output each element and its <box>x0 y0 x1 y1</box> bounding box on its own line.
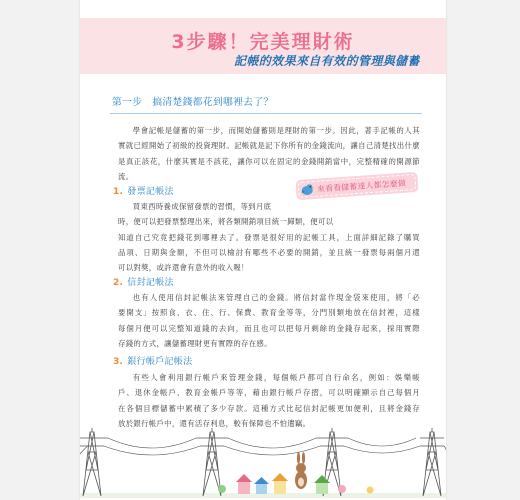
bunny <box>295 452 307 489</box>
houses <box>236 473 330 494</box>
house <box>272 473 288 494</box>
power-tower <box>80 428 108 496</box>
envelope-method-paragraph <box>118 290 420 351</box>
method-number: 3. <box>113 357 124 367</box>
little-figure <box>218 485 226 493</box>
bird-body <box>301 186 313 196</box>
house-wall <box>316 483 328 494</box>
text-line: 放於銀行帳戶中，還有活存利息，較有保障也不怕遺竊。 <box>118 418 311 428</box>
method-heading-envelope <box>113 277 313 289</box>
house-roof <box>272 473 288 481</box>
text-line: 每個月便可以完整知道錢的去向，而且也可以把每月剩餘的金錢存起來，採用實際 <box>118 323 420 333</box>
house-roof <box>236 474 252 482</box>
method-number: 1. <box>113 187 124 197</box>
power-tower <box>420 428 444 496</box>
bird-wing <box>302 190 305 193</box>
text-line: 實就已經開始了初級的投資理財。記帳就是記下你所有的金錢流向，讓自己清楚找出什麼 <box>118 141 420 151</box>
little-figure <box>338 485 346 493</box>
page-subtitle: 記帳的效果來自有效的管理與儲蓄 <box>233 54 420 68</box>
power-wire <box>348 438 416 446</box>
bunny-ear <box>297 452 300 464</box>
method-number: 2. <box>113 278 124 288</box>
bunny-head <box>296 463 306 473</box>
text-line: 知道自己究竟把錢花到哪裡去了。發票是很好用的記帳工具，上面詳細記錄了購買 <box>118 232 420 242</box>
power-line-town-illustration <box>80 426 446 498</box>
power-wire <box>228 438 316 448</box>
text-line: 戶、退休金帳戶、教育金帳戶等等，藉由銀行帳戶存摺，可以明確顯示自己每個月 <box>118 388 420 398</box>
power-wire <box>108 438 196 448</box>
power-wires <box>80 438 446 455</box>
power-wire <box>80 446 88 454</box>
text-line: 也有人使用信封記帳法來管理自己的金錢。將信封當作現金袋來使用，將「必 <box>132 293 420 302</box>
text-line: 流。 <box>118 171 134 181</box>
text-line: 可以對獎，或許還會有意外的收入喔！ <box>118 263 249 273</box>
house <box>314 475 330 494</box>
power-wire <box>344 446 420 453</box>
method-title: 信封記帳法 <box>127 278 174 288</box>
step-heading <box>112 96 422 110</box>
text-line: 學會記帳是儲蓄的第一步，而開始儲蓄則是理財的第一步。因此，著手記帳的人其 <box>132 126 420 135</box>
bird-eye <box>309 186 310 187</box>
method-heading-invoice <box>113 186 313 198</box>
house-roof <box>314 475 330 483</box>
text-line: 買東西時養成保留發票的習慣，等到月底 <box>132 202 272 211</box>
method-title: 發票記帳法 <box>127 187 174 197</box>
step-title: 搞清楚錢都花到哪裡去了？ <box>152 97 274 108</box>
text-line: 品項、日期與金額，不但可以檢討有哪些不必要的開銷，並且統一發票每兩個月還 <box>118 247 420 257</box>
house <box>236 474 252 494</box>
text-line: 是真正該花，什麼其實是不該花，讓你可以在固定的金錢開銷當中，完整精確的開源節 <box>118 156 420 166</box>
method-title: 銀行帳戶記帳法 <box>127 357 193 367</box>
invoice-method-paragraph <box>118 199 420 275</box>
bird-beak <box>312 187 314 189</box>
little-figure <box>367 487 374 494</box>
power-wire <box>444 446 446 450</box>
bird-icon <box>299 181 316 198</box>
bird-head <box>306 184 312 190</box>
bank-account-method-paragraph <box>118 370 420 431</box>
house <box>254 477 269 494</box>
bunny-ear <box>302 452 305 464</box>
step-label: 第一步 <box>112 97 143 108</box>
text-line: 在各個目標儲蓄中累積了多少存款。這種方式比起信封記帳更加便利，且將金錢存 <box>118 403 420 413</box>
text-line: 有些人會利用銀行帳戶來管理金錢，每個帳戶都可自行命名，例如：娛樂帳 <box>132 373 420 382</box>
text-line: 要開支」按照食、衣、住、行、保費、教育金等等，分門別類地放在信封裡，這樣 <box>118 308 420 318</box>
text-line: 時，便可以把發票整理出來，將各類開銷項目統一歸類，便可以 <box>118 217 334 227</box>
power-wire <box>224 446 320 455</box>
house-wall <box>238 482 250 494</box>
text-line: 存錢的方式，讓儲蓄理財更有實際的存在感。 <box>118 338 272 348</box>
house-wall <box>274 481 286 494</box>
house-wall <box>256 484 267 494</box>
page-title: 3步驟！完美理財術 <box>171 31 355 53</box>
house-roof <box>254 477 269 484</box>
step-divider <box>110 113 422 114</box>
power-wire <box>104 446 200 455</box>
method-heading-bank-account <box>113 356 313 368</box>
callout-text: 來看看儲蓄達人都怎麼做 <box>316 178 407 194</box>
bunny-belly <box>298 478 304 487</box>
